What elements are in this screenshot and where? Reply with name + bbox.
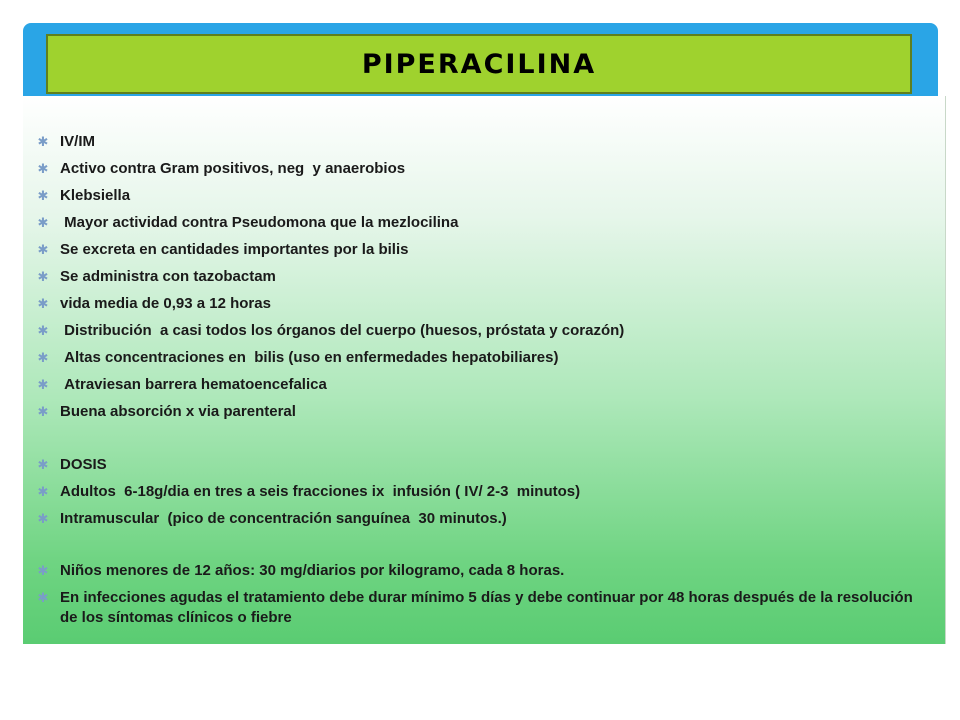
asterisk-icon: ✱ (37, 269, 49, 284)
list-item (37, 588, 929, 628)
list-item (37, 561, 929, 581)
asterisk-icon: ✱ (37, 323, 49, 338)
asterisk-icon: ✱ (37, 215, 49, 230)
list-item (37, 509, 929, 529)
list-item (37, 348, 929, 368)
list-item-text: Mayor actividad contra Pseudomona que la mezlocilina (60, 214, 459, 231)
list-item-text: Se excreta en cantidades importantes por la bilis (60, 241, 409, 258)
asterisk-icon: ✱ (37, 484, 49, 499)
list-item (37, 213, 929, 233)
list-item-text: vida media de 0,93 a 12 horas (60, 295, 271, 312)
list-item-text: Distribución a casi todos los órganos del cuerpo (huesos, próstata y corazón) (60, 322, 625, 339)
asterisk-icon: ✱ (37, 377, 49, 392)
list-item (37, 186, 929, 206)
list-item (37, 132, 929, 152)
list-item-text: Activo contra Gram positivos, neg y anaerobios (60, 160, 406, 177)
list-item-text: Atraviesan barrera hematoencefalica (60, 376, 327, 393)
list-item-text: En infecciones agudas el tratamiento debe durar mínimo 5 días y debe continuar por 48 horas después de la resolución de los síntomas clínicos o fiebre (60, 589, 917, 626)
page-title: piperacilina (361, 38, 597, 82)
asterisk-icon: ✱ (37, 188, 49, 203)
asterisk-icon: ✱ (37, 350, 49, 365)
list-item-text: Adultos 6-18g/dia en tres a seis fracciones ix infusión ( IV/ 2-3 minutos) (60, 483, 581, 500)
list-item-text: Klebsiella (60, 187, 131, 204)
list-item-text: Buena absorción x via parenteral (60, 403, 296, 420)
list-item (37, 321, 929, 341)
list-item-text: Intramuscular (pico de concentración sanguínea 30 minutos.) (60, 510, 507, 527)
title-box (46, 34, 912, 94)
asterisk-icon: ✱ (37, 161, 49, 176)
asterisk-icon: ✱ (37, 590, 49, 605)
list-item-text: IV/IM (60, 133, 96, 150)
asterisk-icon: ✱ (37, 296, 49, 311)
asterisk-icon: ✱ (37, 242, 49, 257)
list-item (37, 455, 929, 475)
asterisk-icon: ✱ (37, 404, 49, 419)
list-item-text: Altas concentraciones en bilis (uso en enfermedades hepatobiliares) (60, 349, 559, 366)
list-item (37, 240, 929, 260)
list-item (37, 294, 929, 314)
asterisk-icon: ✱ (37, 563, 49, 578)
list-item-text: DOSIS (60, 456, 107, 473)
list-item (37, 267, 929, 287)
content-panel (23, 96, 946, 644)
asterisk-icon: ✱ (37, 457, 49, 472)
asterisk-icon: ✱ (37, 134, 49, 149)
list-item (37, 375, 929, 395)
asterisk-icon: ✱ (37, 511, 49, 526)
list-item (37, 482, 929, 502)
list-item-text: Se administra con tazobactam (60, 268, 276, 285)
list-item-text: Niños menores de 12 años: 30 mg/diarios por kilogramo, cada 8 horas. (60, 562, 565, 579)
list-item (37, 159, 929, 179)
list-item (37, 402, 929, 422)
